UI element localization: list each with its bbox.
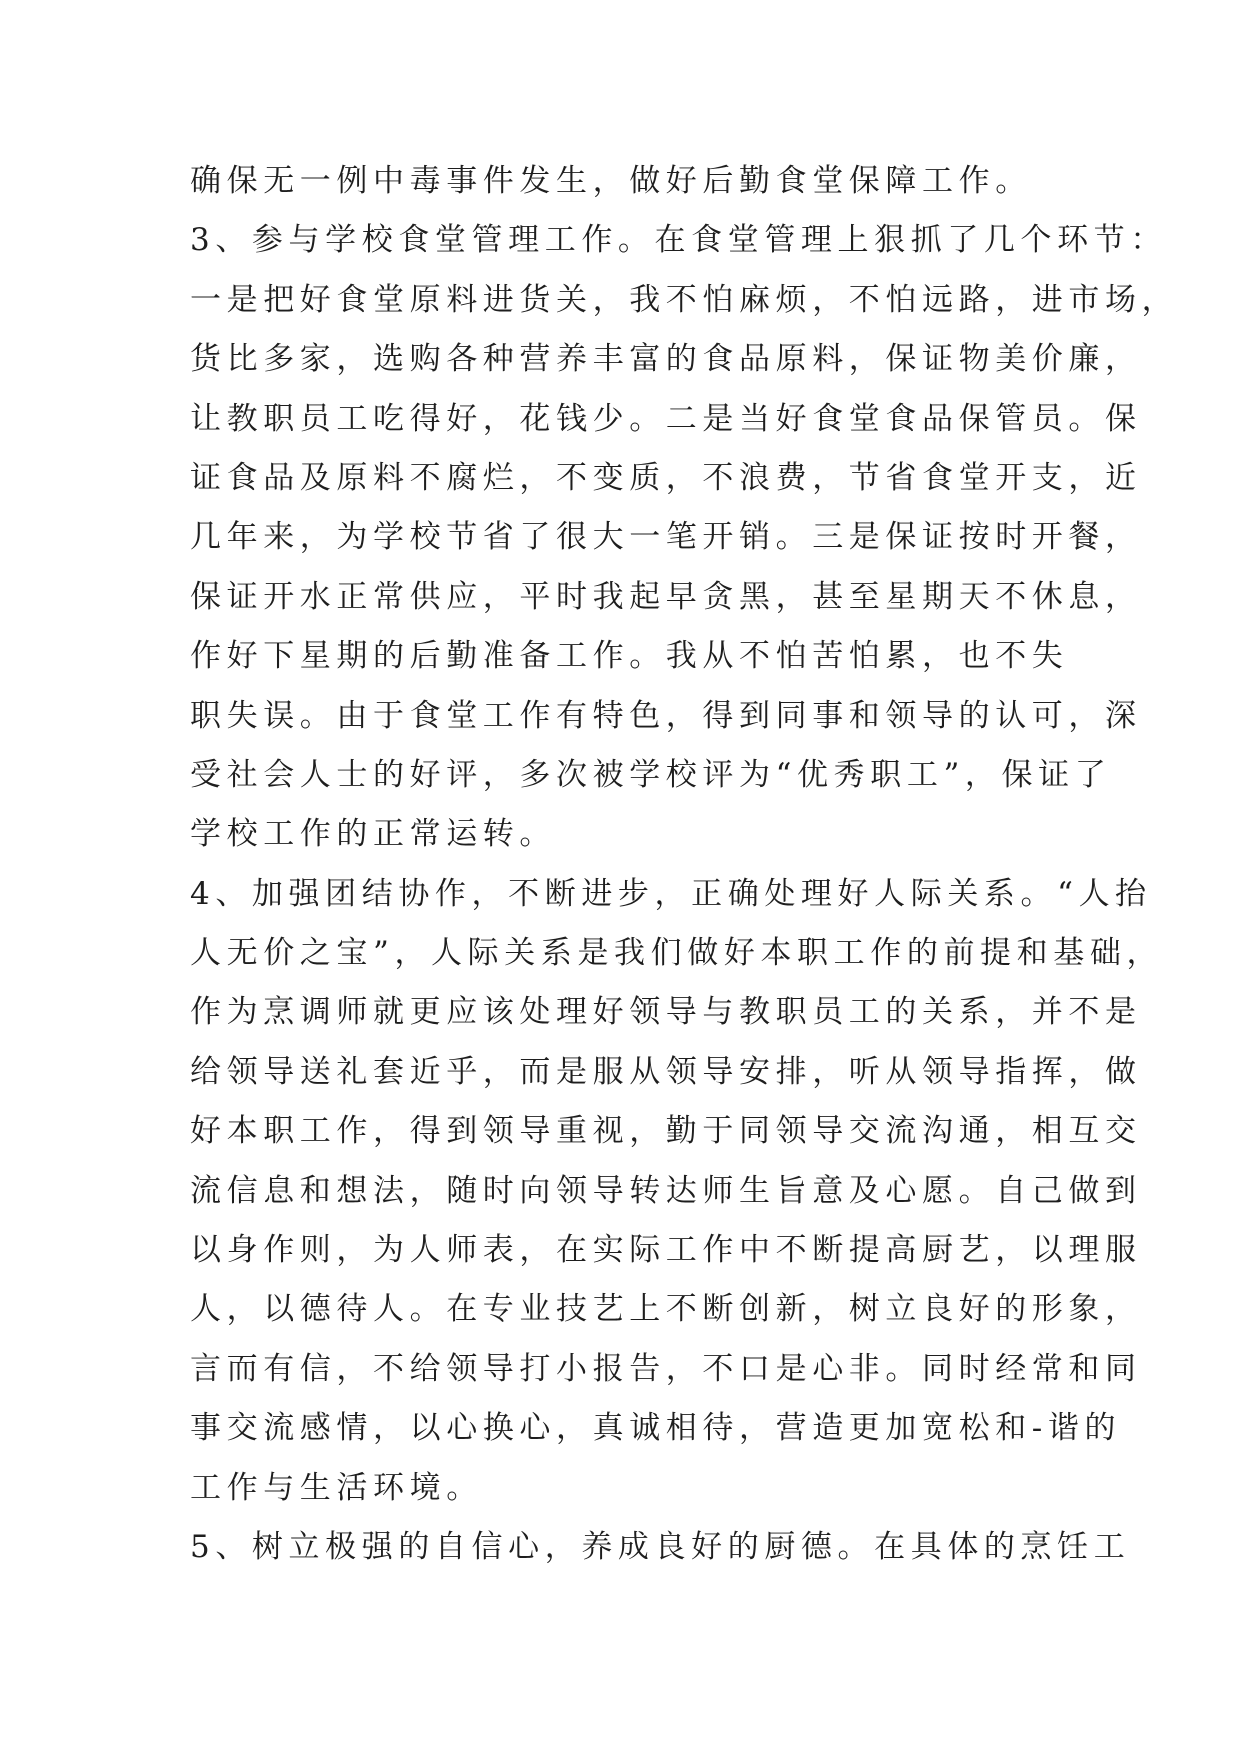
text-line: 证食品及原料不腐烂，不变质，不浪费，节省食堂开支，近: [190, 459, 1142, 496]
text-line: 货比多家，选购各种营养丰富的食品原料，保证物美价廉，: [190, 341, 1142, 378]
text-line: 工作与生活环境。: [190, 1469, 483, 1506]
text-line: 人无价之宝”，人际关系是我们做好本职工作的前提和基础，: [190, 935, 1164, 972]
body-text: [190, 152, 1179, 1577]
text-line: 几年来，为学校节省了很大一笔开销。三是保证按时开餐，: [190, 519, 1142, 556]
text-line: 一是把好食堂原料进货关，我不怕麻烦，不怕远路，进市场，: [190, 281, 1179, 318]
text-line: 以身作则，为人师表，在实际工作中不断提高厨艺，以理服: [190, 1232, 1142, 1269]
text-line: 好本职工作，得到领导重视，勤于同领导交流沟通，相互交: [190, 1113, 1142, 1150]
text-line: 确保无一例中毒事件发生，做好后勤食堂保障工作。: [190, 163, 1032, 199]
text-line: 给领导送礼套近乎，而是服从领导安排，听从领导指挥，做: [190, 1053, 1142, 1090]
text-line: 职失误。由于食堂工作有特色，得到同事和领导的认可，深: [190, 697, 1142, 734]
text-line: 学校工作的正常运转。: [190, 816, 556, 853]
text-line: 让教职员工吃得好，花钱少。二是当好食堂食品保管员。保: [190, 400, 1142, 437]
text-line: 受社会人士的好评，多次被学校评为“优秀职工”，保证了: [190, 756, 1112, 793]
text-line: 作为烹调师就更应该处理好领导与教职员工的关系，并不是: [190, 994, 1142, 1031]
text-line: 作好下星期的后勤准备工作。我从不怕苦怕累，也不失: [190, 638, 1069, 675]
text-line: 5、树立极强的自信心，养成良好的厨德。在具体的烹饪工: [190, 1528, 1131, 1565]
text-line: 人，以德待人。在专业技艺上不断创新，树立良好的形象，: [190, 1291, 1142, 1328]
text-line: 保证开水正常供应，平时我起早贪黑，甚至星期天不休息，: [190, 578, 1142, 615]
text-line: 3、参与学校食堂管理工作。在食堂管理上狠抓了几个环节：: [190, 222, 1167, 259]
text-line: 言而有信，不给领导打小报告，不口是心非。同时经常和同: [190, 1350, 1142, 1387]
text-line: 流信息和想法，随时向领导转达师生旨意及心愿。自己做到: [190, 1172, 1142, 1209]
text-line: 事交流感情，以心换心，真诚相待，营造更加宽松和-谐的: [190, 1410, 1122, 1447]
text-line: 4、加强团结协作，不断进步，正确处理好人际关系。“人抬: [190, 875, 1152, 912]
